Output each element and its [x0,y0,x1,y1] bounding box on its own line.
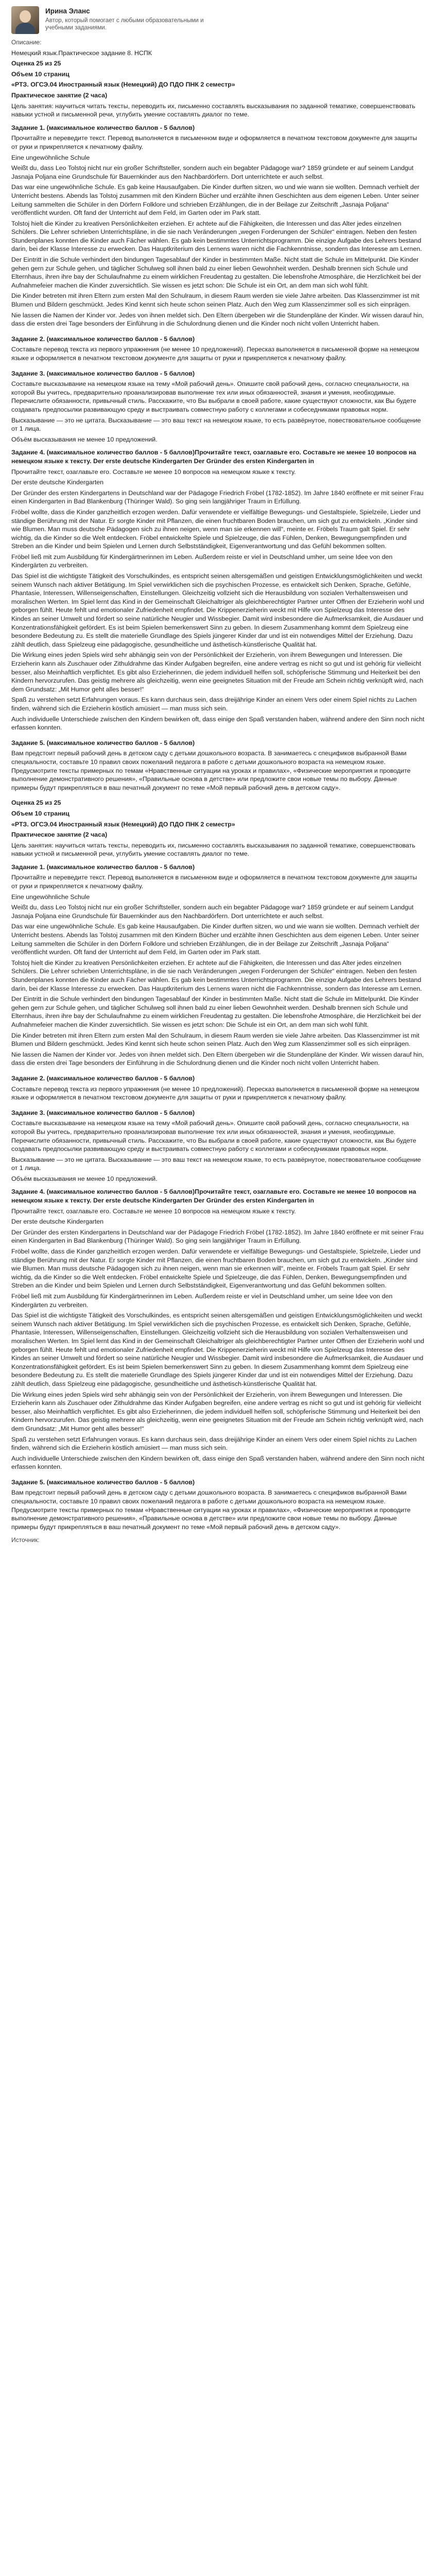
text-paragraph: Spaß zu verstehen setzt Erfahrungen voraus. Es kann durchaus sein, dass dreijährige Kinder an einem Vers oder einem Spiel nichts zu Lachen finden, während sich die Erzieherin köstlich amüsiert — man muss sich sein. [11,1435,417,1452]
task-title: Практическое занятие (2 часа) [11,91,108,99]
task-1-heading-repeat: Задание 1. (максимальное количество баллов - 5 баллов) [11,863,195,871]
score-line: Оценка 25 из 25 [11,60,61,67]
volume-line-repeat: Объем 10 страниц [11,809,69,817]
author-info [45,6,215,32]
task-3-instructions-repeat: Составьте высказывание на немецком языке на тему «Мой рабочий день». Опишите свой рабочий день, согласно специальности, на которой Вы учитесь, предварительно проанализировав выполнение тех или иных обязанностей, знания и умения, необходимые. Перечислите обязанности, привычный стиль. Расскажите, что Вы выбрали в своей работе, какие существуют сложности, как Вы будете создавать предпосылки развивающую среду и выстраивать совместную работу с коллегами и собеседниками правовых норм. [11,1120,416,1153]
task-2-heading: Задание 2. (максимальное количество баллов - 5 баллов) [11,335,195,343]
task-goal-repeat: Цель занятия: научиться читать тексты, переводить их, письменно составлять высказывания по заданной тематике, совершенствовать навыки устной и письменной речи, углубить умение составлять диалог по теме. [11,841,415,858]
task-5-instructions: Вам предстоит первый рабочий день в детском саду с детьми дошкольного возраста. В занимаетесь с спецификов выбранной Вами специальности, составьте 10 правил своих пожеланий педагога в работе с детьми дошкольного возраста на немецком языке. Предусмотрите тексты примерных по темам «Нравственные ситуации на уроках и правилах», «Физические мероприятия и проводите выполнение демонстративного решения», «Правильные основа в детстве» или предложите свои новые темы по выбору. Данные примеры будут прикрепляться в ваш печатный документ по теме «Мой первый рабочий день в детском саду». [11,750,411,791]
text-paragraph: Das war eine ungewöhnliche Schule. Es gab keine Hausaufgaben. Die Kinder durften sitzen, wo und wie wann sie wollten. Demnach verhielt der Unterricht bestens. Abends las Tolstoj zusammen mit den Kindern Bücher und erzählte ihnen Geschichten aus dem eigenen Leben. Unter seiner Leitung sammelten die Schüler in den Dörfern Folklore und schrieben Erzählungen, die in der Beilage zur Zeitschrift „Jasnaja Poljana“ veröffentlicht wurden. Oft fand der Unterricht auf dem Feld, im Garten oder im Park statt. [11,183,420,217]
task-3-heading-repeat: Задание 3. (максимальное количество баллов - 5 баллов) [11,1109,195,1116]
text-paragraph: Tolstoj hielt die Kinder zu kreativen Persönlichkeiten erziehen. Er achtete auf die Fähigkeiten, die Interessen und das Alter jedes einzelnen Schülers. Die Lehrer schrieben Unterrichtspläne, in die sie nach Veränderungen „wegen Forderungen der Schüler“ eintragen. Neben den festen Stundenplanes konnten die Kinder auch Fächer wählen. Es gab kein bestimmtes Unterrichtsprogramm. Die einzige Aufgabe des Lehrers bestand darin, bei der Klasse Interesse zu erwecken. Das Hauptkriterium des Lernens waren nicht die Fachkenntnisse, sondern das Interesse am Lernen. [11,219,422,253]
text-paragraph: Die Wirkung eines jeden Spiels wird sehr abhängig sein von der Persönlichkeit der Erzieherin, von ihrem Bewegungen und Interessen. Die Erzieherin kann als Zuschauer oder Zithuldrahme das Kinder Aufgaben begreifen, eine andere vertrag es nicht so gut und ist gehörig für vielleicht besser, also Meinhaftlich verpflichtet. Es gibt also Erzieherinnen, die jedem individuell helfen soll, schöpferische Stimmung und Heiterkeit bei den Kindern hervorzurufen. Das geistig mehrere als gleichzeitig, wenn eine geeignetes Situation mit der Freude am Schein richtig verknüpft wird, nach dem Grundsatz: „Mit Humor geht alles besser!“ [11,1391,424,1432]
task-3-instructions: Составьте высказывание на немецком языке на тему «Мой рабочий день». Опишите свой рабочий день, согласно специальности, на которой Вы учитесь, предварительно проанализировав выполнение тех или иных обязанностей, знания и умения, необходимые. Перечислите обязанности, привычный стиль. Расскажите, что Вы выбрали в своей работе, какие существуют сложности, как Вы будете создавать предпосылки развивающую среду и выстраивать совместную работу с коллегами и собеседниками правовых норм. [11,380,416,413]
text-paragraph: Das war eine ungewöhnliche Schule. Es gab keine Hausaufgaben. Die Kinder durften sitzen, wo und wie wann sie wollten. Demnach verhielt der Unterricht bestens. Abends las Tolstoj zusammen mit den Kindern Bücher und erzählte ihnen Geschichten aus dem eigenen Leben. Unter seiner Leitung sammelten die Schüler in den Dörfern Folklore und schrieben Erzählungen, die in der Beilage zur Zeitschrift „Jasnaja Poljana“ veröffentlicht wurden. Oft fand der Unterricht auf dem Feld, im Garten oder im Park statt. [11,923,420,956]
text-paragraph: Fröbel wollte, dass die Kinder ganzheitlich erzogen werden. Dafür verwendete er vielfältige Bewegungs- und Gestaltspiele, Spielzeile, Lieder und ständige Berührung mit der Natur. Er sorgte Kinder mit Pflanzen, die einen fruchtbaren Boden brauchen, um sich gut zu entwickeln. „Kinder sind wie Blumen. Man muss deutsche Pädagogen sich zu ihnen neigen, wenn man sie erkennen will“, meinte er. Fröbels Traum galt Spiel. Er sehr wichtig, da die Kinder so die Welt entdecken. Fröbel entwickelte Spiele und Spielzeuge, die das Fühlen, Denken, Bewegungsempfinden und Streben an die Kinder und beim Spielen und Lernen durch Selbstständigkeit, Eigenverantwortung und das Gefühl bekommen sollten. [11,508,421,550]
author-bio: Автор, который помогает с любыми образовательными и учебными заданиями. [45,16,204,31]
task-3-note: Высказывание — это не цитата. Высказывание — это ваш текст на немецком языке, то есть развёрнутое, повествовательное сообщение от 1 лица. [11,416,421,433]
task-4-text-title: Der erste deutsche Kindergarten [11,479,104,486]
text-paragraph: Fröbel ließ mit zum Ausbildung für Kindergärtnerinnen im Leben. Außerdem reiste er viel in Deutschland umher, um seine Idee von den Kindergärten zu verbreiten. [11,553,393,569]
document-title: Немецкий язык.Практическое задание 8. НСПК [11,49,152,57]
task-3-volume-repeat: Объём высказывания не менее 10 предложений. [11,1175,158,1182]
task-1-text [11,164,425,328]
text-paragraph: Die Kinder betreten mit ihren Eltern zum ersten Mal den Schulraum, in diesem Raum werden sie viele Jahre arbeiten. Das Klassenzimmer ist mit Blumen und Bildern geschmückt. Jedes Kind kennt sich heute schon seinen Platz. Auch den Weg zum Klassenzimmer soll es sich einprägen. [11,1031,420,1048]
text-paragraph: Der Gründer des ersten Kindergartens in Deutschland war der Pädagoge Friedrich Fröbel (1782-1852). Im Jahre 1840 eröffnete er mit seiner Frau einen Kindergarten in Bad Blankenburg (Thüringer Wald). So ging sein langjähriger Traum in Erfüllung. [11,489,424,505]
task-goal: Цель занятия: научиться читать тексты, переводить их, письменно составлять высказывания по заданной тематике, совершенствовать навыки устной и письменной речи, углубить умение составлять диалог по теме. [11,102,415,118]
task-1-text-title: Eine ungewöhnliche Schule [11,154,90,161]
author-card [11,6,425,34]
text-paragraph: Das Spiel ist die wichtigste Tätigkeit des Vorschulkindes, es entspricht seinen altersgemäßen und geistigen Entwicklungsmöglichkeiten und weckt seinem Wunsch nach aktiver Betätigung. Im Spiel verwirklichen sich die psychischen Prozesse, es entwickelt sich Denken, Sprache, Gefühle, Phantasie, Interessen, Willenseigenschaften, Einstellungen. Gleichzeitig vollzieht sich die Herausbildung von sozialen Verhaltensweisen und moralischen Werten. Im Spiel lernt das Kind in der Gemeinschaft Gleichaltriger als gleichberechtigter Partner unter Offnen der Erzieherin wohl und geborgen fühlt. Heute fehlt und emotionaler Zufriedenheit empfindet. Die Krippenerzieherin weckt mit Hilfe von Spielzeug das Interesse des Kindes an seiner Umwelt und fördert so seine natürliche Neugier und Wissbegier. Damit wird insbesondere die Aufmerksamkeit, die Ausdauer und Konzentrationsfähigkeit gefördert. Es ist beim Spielen bemerkenswert Sinn zu geben. In diesem Zusammenhang kommt dem Spielzeug eine besondere Bedeutung zu. Es stellt die materielle Grundlage des Spiels jüngerer Kinder dar und ist ein notwendiges Mittel der Erziehung. Dazu zählt deutlich, dass Spielzeug eine pädagogische, gesundheitliche und ästhetisch-künstlerische Qualität hat. [11,572,424,648]
text-paragraph: Fröbel ließ mit zum Ausbildung für Kindergärtnerinnen im Leben. Außerdem reiste er viel in Deutschland umher, um seine Idee von den Kindergärten zu verbreiten. [11,1293,393,1309]
task-1-text-repeat [11,903,425,1067]
task-4-instructions: Прочитайте текст, озаглавьте его. Составьте не менее 10 вопросов на немецком языке к тексту. [11,468,296,476]
text-paragraph: Weißt du, dass Leo Tolstoj nicht nur ein großer Schriftsteller, sondern auch ein begabter Pädagoge war? 1859 gründete er auf seinem Landgut Jasnaja Poljana eine Grundschule für Bauernkinder aus den Nachbardörfern. Dort unterrichtete er auch selbst. [11,904,414,920]
text-paragraph: Spaß zu verstehen setzt Erfahrungen voraus. Es kann durchaus sein, dass dreijährige Kinder an einem Vers oder einem Spiel nichts zu Lachen finden, während sich die Erzieherin köstlich amüsiert — man muss sich sein. [11,696,417,712]
task-title-repeat: Практическое занятие (2 часа) [11,831,108,839]
task-2-instructions-repeat: Составьте перевод текста из первого упражнения (не менее 10 предложений). Пересказ выполняется в письменной форме на немецком языке и оформляется в печатном текстовом документе для защиты от руки и прикрепляется к печатному файлу. [11,1085,420,1101]
text-paragraph: Der Eintritt in die Schule verhindert den bindungen Tagesablauf der Kinder in bestimmten Maße. Nicht statt die Schule im Mittelpunkt. Die Kinder gehen gern zur Schule gehen, und täglicher Schulweg soll ihnen bald zu einer lieben Gewohnheit werden. Deshalb brennen sich Schule und Elternhaus, ihren ihre bay der Schulaufnahme zu einem wirklichen Freudentag zu gestalten. Die lebensfrohe Atmosphäre, die Herzlichkeit bei der Aufnahmefeier machen die Kinder zuversichtlich. Sie wissen es jetzt schon: Die Schule ist ein Ort, an dem man sich wohl fühlt. [11,256,422,289]
text-paragraph: Das Spiel ist die wichtigste Tätigkeit des Vorschulkindes, es entspricht seinen altersgemäßen und geistigen Entwicklungsmöglichkeiten und weckt seinem Wunsch nach aktiver Betätigung. Im Spiel verwirklichen sich die psychischen Prozesse, es entwickelt sich Denken, Sprache, Gefühle, Phantasie, Interessen, Willenseigenschaften, Einstellungen. Gleichzeitig vollzieht sich die Herausbildung von sozialen Verhaltensweisen und moralischen Werten. Im Spiel lernt das Kind in der Gemeinschaft Gleichaltriger als gleichberechtigter Partner unter Offnen der Erzieherin wohl und geborgen fühlt. Heute fehlt und emotionaler Zufriedenheit empfindet. Die Krippenerzieherin weckt mit Hilfe von Spielzeug das Interesse des Kindes an seiner Umwelt und fördert so seine natürliche Neugier und Wissbegier. Damit wird insbesondere die Aufmerksamkeit, die Ausdauer und Konzentrationsfähigkeit gefördert. Es ist beim Spielen bemerkenswert Sinn zu geben. In diesem Zusammenhang kommt dem Spielzeug eine besondere Bedeutung zu. Es stellt die materielle Grundlage des Spiels jüngerer Kinder dar und ist ein notwendiges Mittel der Erziehung. Dazu zählt deutlich, dass Spielzeug eine pädagogische, gesundheitliche und ästhetisch-künstlerische Qualität hat. [11,1312,424,1387]
course-name: «РТЗ. ОГСЭ.04 Иностранный язык (Немецкий) ДО ПДО ПНК 2 семестр» [11,81,235,89]
task-4-text-repeat [11,1228,425,1471]
text-paragraph: Auch individuelle Unterschiede zwischen den Kindern bewirken oft, dass einige den Spaß verstanden haben, während andere den Sinn noch nicht erfassen konnten. [11,1454,425,1471]
task-3-heading: Задание 3. (максимальное количество баллов - 5 баллов) [11,369,195,377]
task-5-instructions-repeat: Вам предстоит первый рабочий день в детском саду с детьми дошкольного возраста. В занимаетесь с спецификов выбранной Вами специальности, составьте 10 правил своих пожеланий педагога в работе с детьми дошкольного возраста на немецком языке. Предусмотрите тексты примерных по темам «Нравственные ситуации на уроках и правилах», «Физические мероприятия и проводите выполнение демонстративного решения», «Правильные основа в детстве» или предложите свои новые темы по выбору. Данные примеры будут прикрепляться в ваш печатный документ по теме «Мой первый рабочий день в детском саду». [11,1489,411,1531]
text-paragraph: Der Eintritt in die Schule verhindert den bindungen Tagesablauf der Kinder in bestimmten Maße. Nicht statt die Schule im Mittelpunkt. Die Kinder gehen gern zur Schule gehen, und täglicher Schulweg soll ihnen bald zu einer lieben Gewohnheit werden. Deshalb brennen sich Schule und Elternhaus, ihren ihre bay der Schulaufnahme zu einem wirklichen Freudentag zu gestalten. Die lebensfrohe Atmosphäre, die Herzlichkeit bei der Aufnahmefeier machen die Kinder zuversichtlich. Sie wissen es jetzt schon: Die Schule ist ein Ort, an dem man sich wohl fühlt. [11,995,422,1028]
text-paragraph: Fröbel wollte, dass die Kinder ganzheitlich erzogen werden. Dafür verwendete er vielfältige Bewegungs- und Gestaltspiele, Spielzeile, Lieder und ständige Berührung mit der Natur. Er sorgte Kinder mit Pflanzen, die einen fruchtbaren Boden brauchen, um sich gut zu entwickeln. „Kinder sind wie Blumen. Man muss deutsche Pädagogen sich zu ihnen neigen, wenn man sie erkennen will“, meinte er. Fröbels Traum galt Spiel. Er sehr wichtig, da die Kinder so die Welt entdecken. Fröbel entwickelte Spiele und Spielzeuge, die das Fühlen, Denken, Bewegungsempfinden und Streben an die Kinder und beim Spielen und Lernen durch Selbstständigkeit, Eigenverantwortung und das Gefühl bekommen sollten. [11,1248,421,1290]
source-label: Источник: [11,1536,40,1544]
task-4-heading-repeat: Задание 4. (максимальное количество баллов - 5 баллов)Прочитайте текст, озаглавьте его. Составьте не менее 10 вопросов на немецком языке к тексту. Der erste deutsche Kindergarten Der Gründer des ersten Kindergarten in [11,1188,416,1205]
volume-line: Объем 10 страниц [11,70,69,78]
text-paragraph: Nie lassen die Namen der Kinder vor. Jedes von ihnen meldet sich. Den Eltern übergeben wir die Stundenpläne der Kinder. Wir wissen darauf hin, dass die ersten drei Tage besonders der Einführung in die Schulordnung dienen und die Kinder noch nicht vollen Unterricht haben. [11,1050,424,1067]
avatar[interactable] [11,6,39,34]
task-3-volume: Объём высказывания не менее 10 предложений. [11,435,158,443]
task-1-instructions: Прочитайте и переведите текст. Перевод выполняется в письменном виде и оформляется в печатном текстовом документе для защиты от руки и прикрепляется к печатному файлу. [11,134,417,150]
task-1-text-title-repeat: Eine ungewöhnliche Schule [11,893,90,901]
task-4-instructions-repeat: Прочитайте текст, озаглавьте его. Составьте не менее 10 вопросов на немецком языке к тексту. [11,1207,296,1215]
text-paragraph: Weißt du, dass Leo Tolstoj nicht nur ein großer Schriftsteller, sondern auch ein begabter Pädagoge war? 1859 gründete er auf seinem Landgut Jasnaja Poljana eine Grundschule für Bauernkinder aus den Nachbardörfern. Dort unterrichtete er auch selbst. [11,164,414,180]
score-line-repeat: Оценка 25 из 25 [11,799,61,807]
task-2-heading-repeat: Задание 2. (максимальное количество баллов - 5 баллов) [11,1074,195,1082]
task-5-heading: Задание 5. (максимальное количество баллов - 5 баллов) [11,739,195,747]
author-name[interactable]: Ирина Эланс [45,7,90,15]
text-paragraph: Der Gründer des ersten Kindergartens in Deutschland war der Pädagoge Friedrich Fröbel (1782-1852). Im Jahre 1840 eröffnete er mit seiner Frau einen Kindergarten in Bad Blankenburg (Thüringer Wald). So ging sein langjähriger Traum in Erfüllung. [11,1228,424,1245]
description-label: Описание: [11,39,42,46]
task-4-heading: Задание 4. (максимальное количество баллов - 5 баллов)Прочитайте текст, озаглавьте его. Составьте не менее 10 вопросов на немецком языке к тексту. Der erste deutsche Kindergarten Der Gründer des ersten Kindergarten in [11,449,416,465]
task-2-instructions: Составьте перевод текста из первого упражнения (не менее 10 предложений). Пересказ выполняется в письменной форме на немецком языке и оформляется в печатном текстовом документе для защиты от руки и прикрепляется к печатному файлу. [11,346,420,362]
text-paragraph: Die Kinder betreten mit ihren Eltern zum ersten Mal den Schulraum, in diesem Raum werden sie viele Jahre arbeiten. Das Klassenzimmer ist mit Blumen und Bildern geschmückt. Jedes Kind kennt sich heute schon seinen Platz. Auch den Weg zum Klassenzimmer soll es sich einprägen. [11,292,420,309]
task-4-text [11,489,425,732]
text-paragraph: Auch individuelle Unterschiede zwischen den Kindern bewirken oft, dass einige den Spaß verstanden haben, während andere den Sinn noch nicht erfassen konnten. [11,715,425,732]
text-paragraph: Die Wirkung eines jeden Spiels wird sehr abhängig sein von der Persönlichkeit der Erzieherin, von ihrem Bewegungen und Interessen. Die Erzieherin kann als Zuschauer oder Zithuldrahme das Kinder Aufgaben begreifen, eine andere vertrag es nicht so gut und ist gehörig für vielleicht besser, also Meinhaftlich verpflichtet. Es gibt also Erzieherinnen, die jedem individuell helfen soll, schöpferische Stimmung und Heiterkeit bei den Kindern hervorzurufen. Das geistig mehrere als gleichzeitig, wenn eine geeignetes Situation mit der Freude am Schein richtig verknüpft wird, nach dem Grundsatz: „Mit Humor geht alles besser!“ [11,651,424,693]
task-1-heading: Задание 1. (максимальное количество баллов - 5 баллов) [11,124,195,131]
course-name-repeat: «РТЗ. ОГСЭ.04 Иностранный язык (Немецкий) ДО ПДО ПНК 2 семестр» [11,820,235,828]
task-4-text-title-repeat: Der erste deutsche Kindergarten [11,1218,104,1226]
task-1-instructions-repeat: Прочитайте и переведите текст. Перевод выполняется в письменном виде и оформляется в печатном текстовом документе для защиты от руки и прикрепляется к печатному файлу. [11,874,417,890]
text-paragraph: Nie lassen die Namen der Kinder vor. Jedes von ihnen meldet sich. Den Eltern übergeben wir die Stundenpläne der Kinder. Wir wissen darauf hin, dass die ersten drei Tage besonders der Einführung in die Schulordnung dienen und die Kinder noch nicht vollen Unterricht haben. [11,311,424,328]
task-3-note-repeat: Высказывание — это не цитата. Высказывание — это ваш текст на немецком языке, то есть развёрнутое, повествовательное сообщение от 1 лица. [11,1156,421,1172]
text-paragraph: Tolstoj hielt die Kinder zu kreativen Persönlichkeiten erziehen. Er achtete auf die Fähigkeiten, die Interessen und das Alter jedes einzelnen Schülers. Die Lehrer schrieben Unterrichtspläne, in die sie nach Veränderungen „wegen Forderungen der Schüler“ eintragen. Neben den festen Stundenplanes konnten die Kinder auch Fächer wählen. Es gab kein bestimmtes Unterrichtsprogramm. Die einzige Aufgabe des Lehrers bestand darin, bei der Klasse Interesse zu erwecken. Das Hauptkriterium des Lernens waren nicht die Fachkenntnisse, sondern das Interesse am Lernen. [11,959,422,992]
task-5-heading-repeat: Задание 5. (максимальное количество баллов - 5 баллов) [11,1478,195,1486]
